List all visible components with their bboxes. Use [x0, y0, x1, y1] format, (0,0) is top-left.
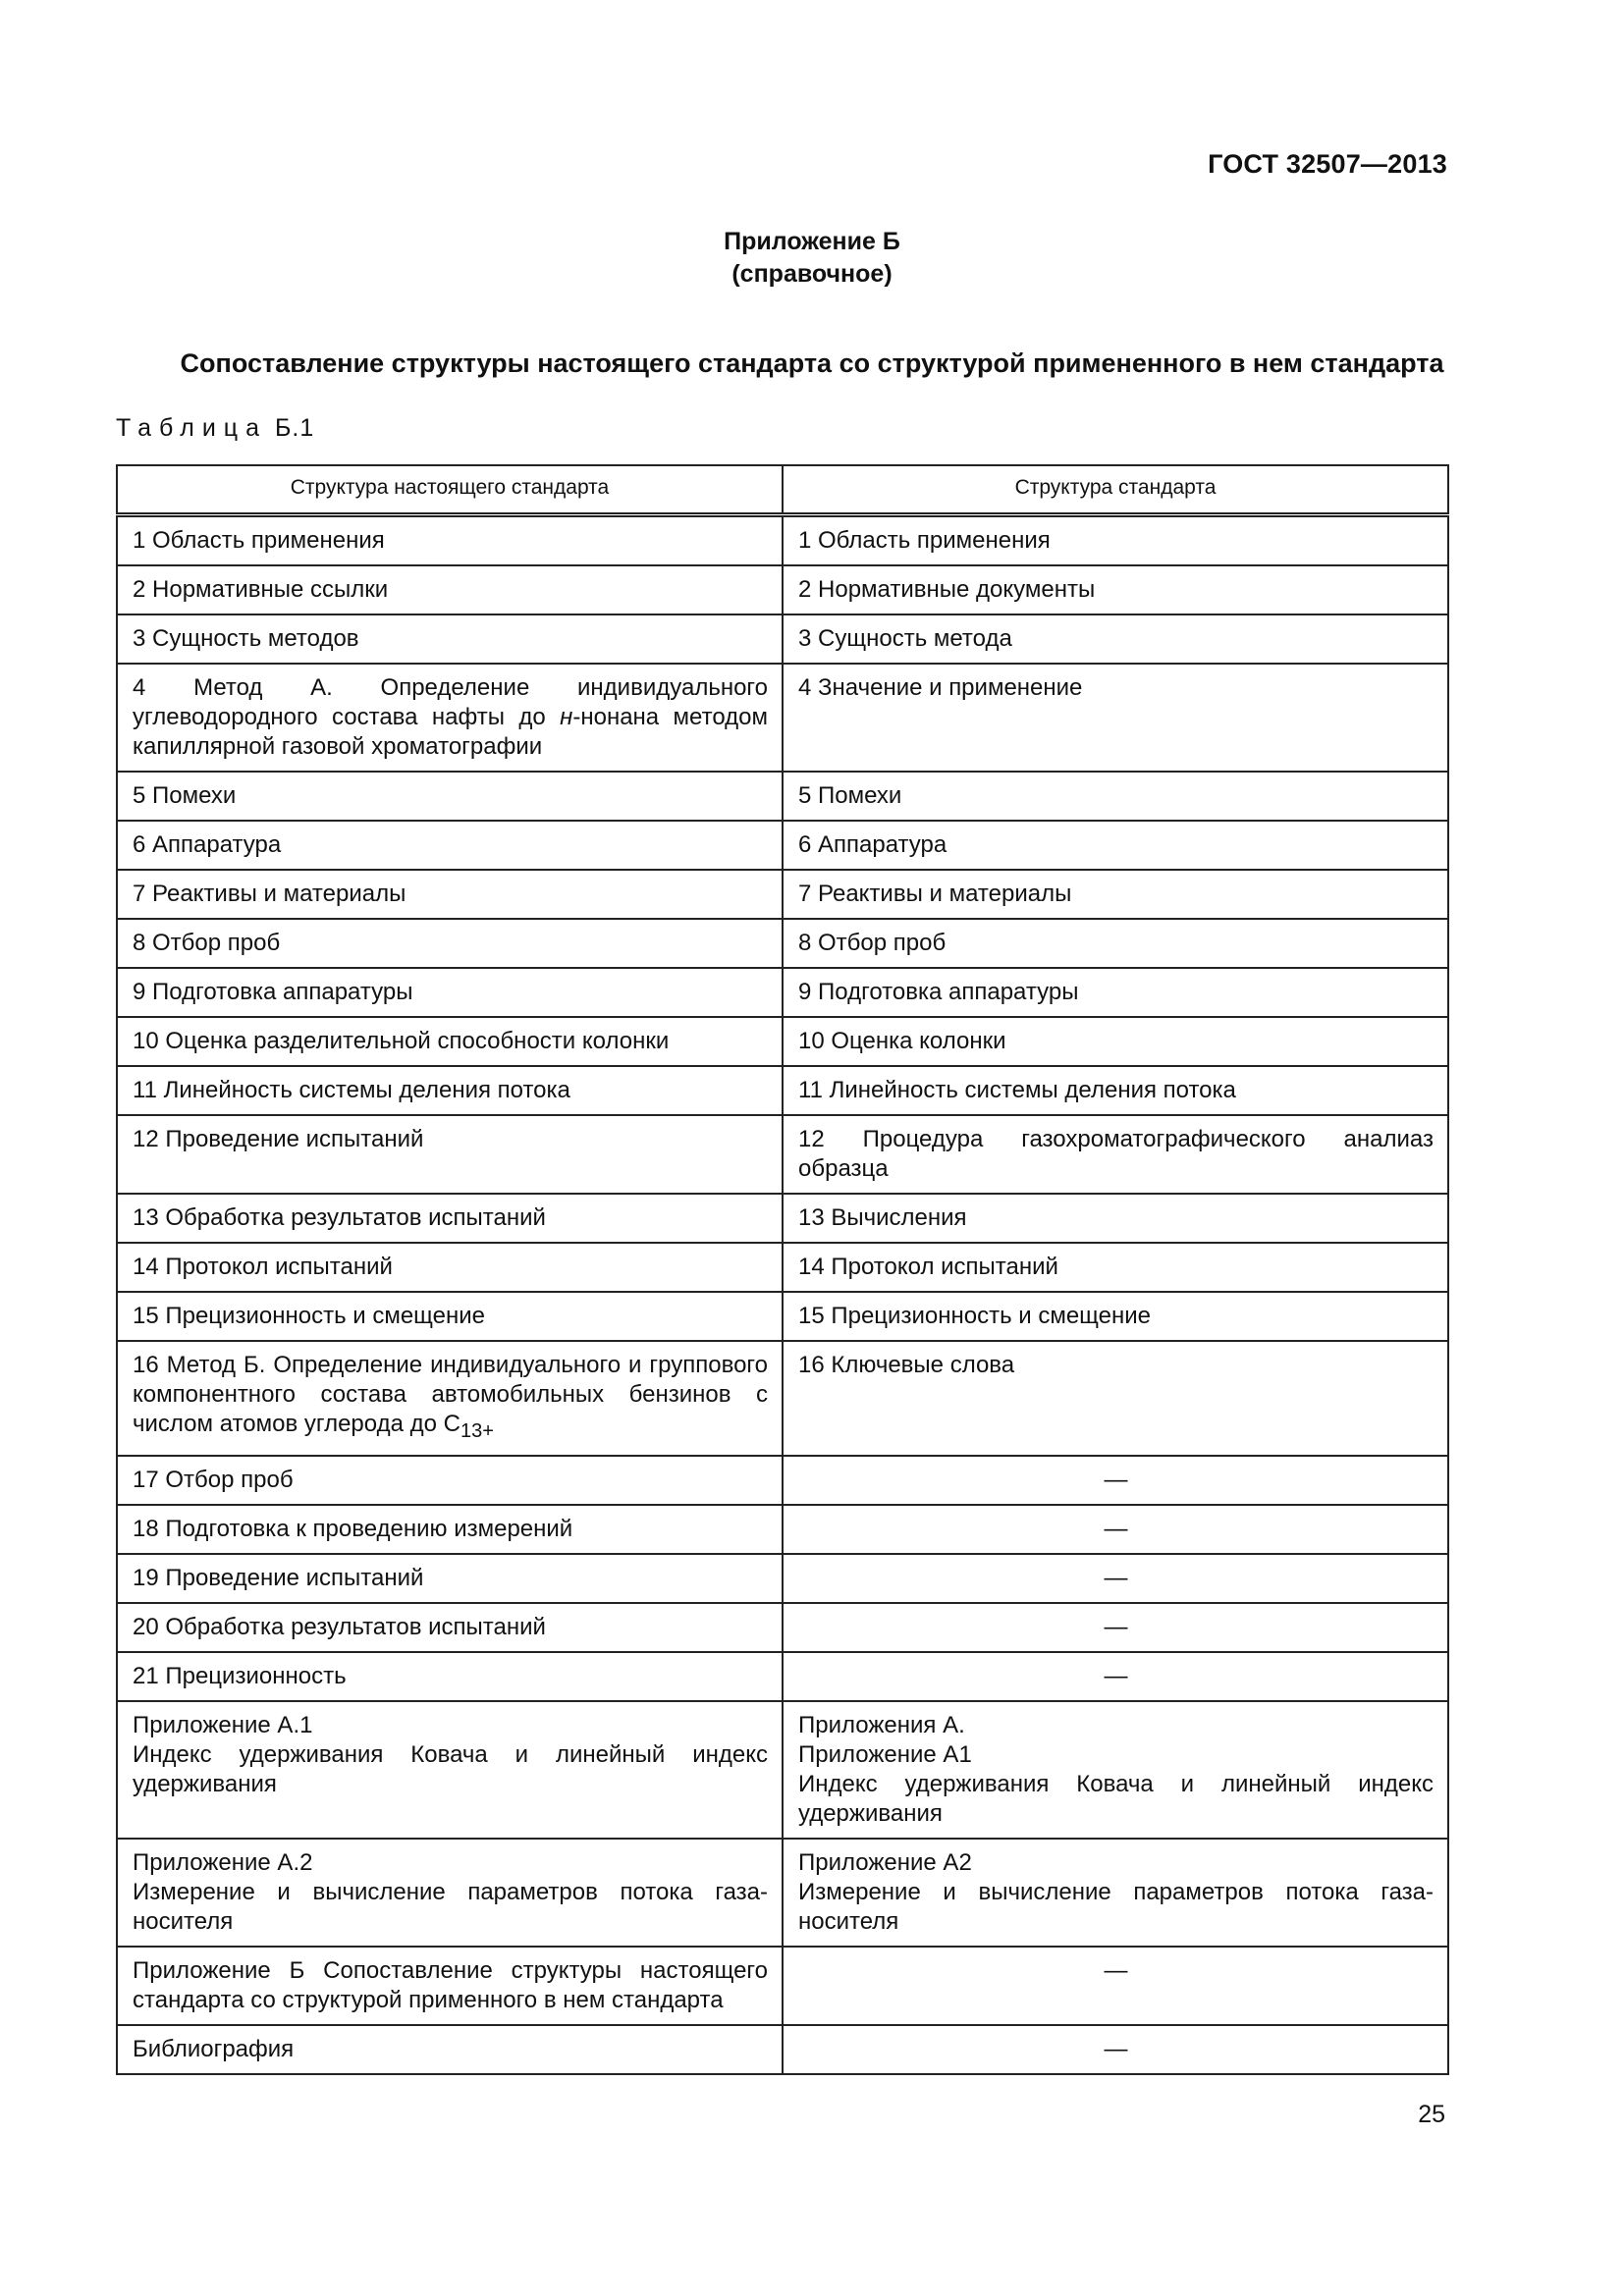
cell-source: 9 Подготовка аппаратуры [783, 968, 1448, 1017]
cell-current: 21 Прецизионность [117, 1652, 783, 1701]
cell-source: 4 Значение и применение [783, 664, 1448, 772]
appendix-heading [0, 226, 1624, 291]
cell-current: 1 Область применения [117, 515, 783, 566]
cell-source: 3 Сущность метода [783, 614, 1448, 664]
cell-text: 16 Метод Б. Определение индивидуального и группового компонентного состава автомобильных бензинов с числом атомов углерода до С [133, 1352, 768, 1437]
cell-text: 4 Метод А. Определение индивидуального углеводородного состава нафты до [133, 674, 768, 730]
cell-current: 3 Сущность методов [117, 614, 783, 664]
cell-source-empty-dash: — [783, 1505, 1448, 1554]
cell-source: 7 Реактивы и материалы [783, 870, 1448, 919]
table-row [117, 2025, 1448, 2074]
table-row [117, 919, 1448, 968]
cell-source-empty-dash: — [783, 1947, 1448, 2025]
appendix-title: Приложение Б [724, 228, 900, 255]
table-row [117, 968, 1448, 1017]
cell-current: Приложение Б Сопоставление структуры настоящего стандарта со структурой применного в нем стандарта [117, 1947, 783, 2025]
cell-current: Библиография [117, 2025, 783, 2074]
cell-current [117, 1341, 783, 1456]
table-row [117, 1652, 1448, 1701]
cell-source: 10 Оценка колонки [783, 1017, 1448, 1066]
cell-source-empty-dash: — [783, 1456, 1448, 1505]
cell-current: 13 Обработка результатов испытаний [117, 1194, 783, 1243]
cell-source: 6 Аппаратура [783, 821, 1448, 870]
table-row [117, 565, 1448, 614]
table-row [117, 1243, 1448, 1292]
table-row [117, 664, 1448, 772]
cell-source-empty-dash: — [783, 1554, 1448, 1603]
table-caption [116, 414, 314, 443]
table-row [117, 821, 1448, 870]
table-row [117, 614, 1448, 664]
cell-current: 6 Аппаратура [117, 821, 783, 870]
cell-source-empty-dash: — [783, 1603, 1448, 1652]
document-title: Сопоставление структуры настоящего стандарта со структурой примененного в нем стандарта [180, 348, 1444, 378]
cell-current: 18 Подготовка к проведению измерений [117, 1505, 783, 1554]
table-caption-word: Таблица [116, 414, 268, 442]
cell-current: 7 Реактивы и материалы [117, 870, 783, 919]
cell-source: 5 Помехи [783, 772, 1448, 821]
table-row [117, 1017, 1448, 1066]
cell-source-empty-dash: — [783, 2025, 1448, 2074]
cell-italic-text: н [560, 704, 573, 730]
table-row [117, 1603, 1448, 1652]
cell-subscript: 13+ [460, 1419, 494, 1442]
table-row [117, 1701, 1448, 1839]
cell-text: -нонана методом капиллярной газовой хроматографии [133, 704, 768, 760]
cell-line: Приложение А1 [798, 1740, 972, 1768]
table-row [117, 772, 1448, 821]
table-row [117, 1341, 1448, 1456]
cell-source: 1 Область применения [783, 515, 1448, 566]
table-row [117, 1505, 1448, 1554]
table-row [117, 1554, 1448, 1603]
structure-comparison-table [116, 464, 1449, 2075]
cell-line: Измерение и вычисление параметров потока газа-носителя [133, 1878, 768, 1935]
cell-current: 20 Обработка результатов испытаний [117, 1603, 783, 1652]
cell-current: 11 Линейность системы деления потока [117, 1066, 783, 1115]
table-row [117, 1066, 1448, 1115]
column-header-current: Структура настоящего стандарта [117, 465, 783, 515]
page-number: 25 [1418, 2101, 1445, 2128]
cell-source-empty-dash: — [783, 1652, 1448, 1701]
standard-number: ГОСТ 32507—2013 [1208, 149, 1447, 179]
cell-line: Индекс удерживания Ковача и линейный индекс удерживания [133, 1740, 768, 1797]
cell-current: 2 Нормативные ссылки [117, 565, 783, 614]
column-header-source: Структура стандарта [783, 465, 1448, 515]
cell-current: 15 Прецизионность и смещение [117, 1292, 783, 1341]
cell-source: 8 Отбор проб [783, 919, 1448, 968]
cell-line: Индекс удерживания Ковача и линейный индекс удерживания [798, 1770, 1434, 1827]
cell-source: 16 Ключевые слова [783, 1341, 1448, 1456]
table-row [117, 515, 1448, 566]
cell-line: Приложение А.2 [133, 1848, 313, 1876]
cell-current: 14 Протокол испытаний [117, 1243, 783, 1292]
table-caption-number: Б.1 [274, 414, 315, 442]
table-row [117, 1456, 1448, 1505]
cell-current [117, 1839, 783, 1947]
cell-source: 11 Линейность системы деления потока [783, 1066, 1448, 1115]
appendix-subtitle: (справочное) [731, 260, 893, 288]
cell-line: Приложение А2 [798, 1848, 972, 1876]
table-row [117, 1947, 1448, 2025]
cell-current: 9 Подготовка аппаратуры [117, 968, 783, 1017]
cell-current [117, 1701, 783, 1839]
table-row [117, 1115, 1448, 1194]
cell-current: 8 Отбор проб [117, 919, 783, 968]
cell-line: Измерение и вычисление параметров потока газа-носителя [798, 1878, 1434, 1935]
cell-source: 2 Нормативные документы [783, 565, 1448, 614]
cell-current: 10 Оценка разделительной способности колонки [117, 1017, 783, 1066]
cell-current: 12 Проведение испытаний [117, 1115, 783, 1194]
cell-source: 13 Вычисления [783, 1194, 1448, 1243]
cell-current: 17 Отбор проб [117, 1456, 783, 1505]
cell-line: Приложения А. [798, 1711, 965, 1738]
table-header-row [117, 465, 1448, 515]
cell-line: Приложение А.1 [133, 1711, 313, 1738]
cell-source [783, 1839, 1448, 1947]
cell-current: 5 Помехи [117, 772, 783, 821]
cell-source: 12 Процедура газохроматографического аналиаз образца [783, 1115, 1448, 1194]
table-row [117, 1194, 1448, 1243]
table-row [117, 1839, 1448, 1947]
cell-source: 15 Прецизионность и смещение [783, 1292, 1448, 1341]
cell-source [783, 1701, 1448, 1839]
table-row [117, 870, 1448, 919]
cell-current: 19 Проведение испытаний [117, 1554, 783, 1603]
cell-source: 14 Протокол испытаний [783, 1243, 1448, 1292]
table-row [117, 1292, 1448, 1341]
cell-current [117, 664, 783, 772]
